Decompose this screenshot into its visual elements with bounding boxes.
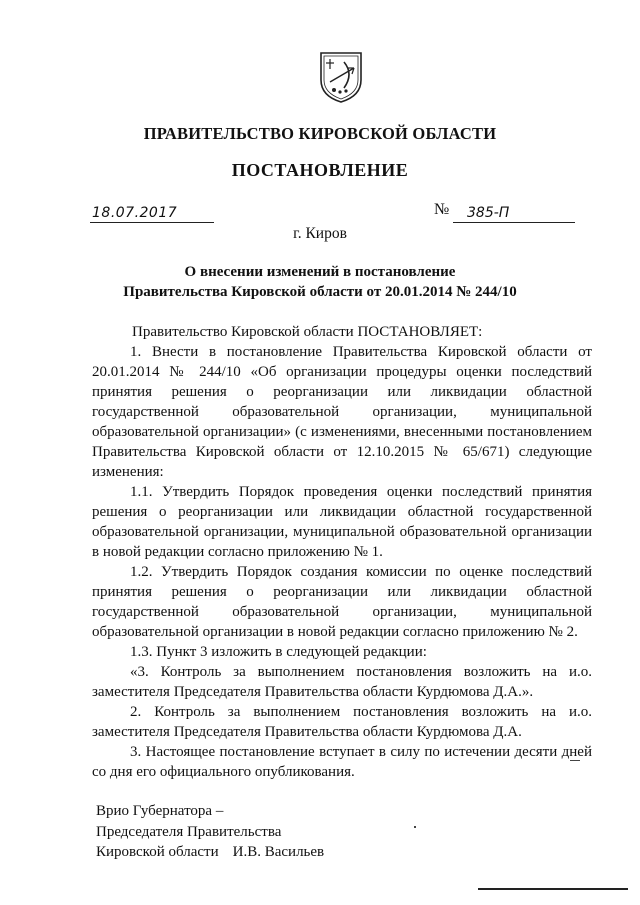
city: г. Киров (293, 225, 347, 242)
scan-mark (414, 826, 416, 828)
signer-name: И.В. Васильев (232, 844, 325, 860)
date-underline (90, 222, 214, 223)
document-body (92, 322, 592, 782)
document-date: 18.07.2017 (92, 205, 178, 221)
subject-line: О внесении изменений в постановление (184, 264, 456, 280)
signer-region: Кировской области (96, 844, 219, 860)
paragraph-1-2: 1.2. Утвердить Порядок создания комиссии по оценке последствий принятия решения о реорганизации или ликвидации областной государственной образовательной организации, муниципальной образовательной организации в новой редакции согласно приложению № 2. (92, 564, 592, 640)
paragraph-3: 3. Настоящее постановление вступает в силу по истечении десяти дней со дня его официального опубликования. (92, 744, 592, 780)
number-sign: № (434, 201, 450, 218)
scan-mark (570, 760, 580, 761)
subject-line: Правительства Кировской области от 20.01.2014 № 244/10 (123, 284, 517, 300)
document-type: ПОСТАНОВЛЕНИЕ (231, 160, 409, 180)
signature-block (96, 801, 324, 863)
paragraph-quote: «3. Контроль за выполнением постановления возложить на и.о. заместителя Председателя Правительства области Курдюмова Д.А.». (92, 664, 592, 700)
footer-rule (478, 888, 628, 890)
paragraph-1-3: 1.3. Пункт 3 изложить в следующей редакции: (130, 644, 427, 660)
document-number: 385-П (467, 205, 510, 221)
paragraph-1-1: 1.1. Утвердить Порядок проведения оценки последствий принятия решения о реорганизации или ликвидации областной государственной образовательной организации, муниципальной образовательной организации в новой редакции согласно приложению № 1. (92, 484, 592, 560)
signer-position: Председателя Правительства (96, 823, 282, 840)
resolution-intro: Правительство Кировской области ПОСТАНОВЛЯЕТ: (132, 324, 483, 340)
coat-of-arms-icon (318, 50, 364, 104)
signer-position: Врио Губернатора – (96, 803, 224, 819)
paragraph-1: 1. Внести в постановление Правительства Кировской области от 20.01.2014 № 244/10 «Об организации процедуры оценки последствий принятия решения о реорганизации или ликвидации областной государственной образовательной организации, муниципальной образовательной организации» (с изменениями, внесенными постановлением Правительства Кировской области от 12.10.2015 № 65/671) следующие изменения: (92, 344, 592, 480)
signer-position-line (96, 842, 324, 863)
paragraph-2: 2. Контроль за выполнением постановления возложить на и.о. заместителя Председателя Правительства области Курдюмова Д.А. (92, 704, 592, 740)
document-subject (0, 262, 640, 302)
government-name: ПРАВИТЕЛЬСТВО КИРОВСКОЙ ОБЛАСТИ (143, 124, 497, 143)
number-underline (453, 222, 575, 223)
